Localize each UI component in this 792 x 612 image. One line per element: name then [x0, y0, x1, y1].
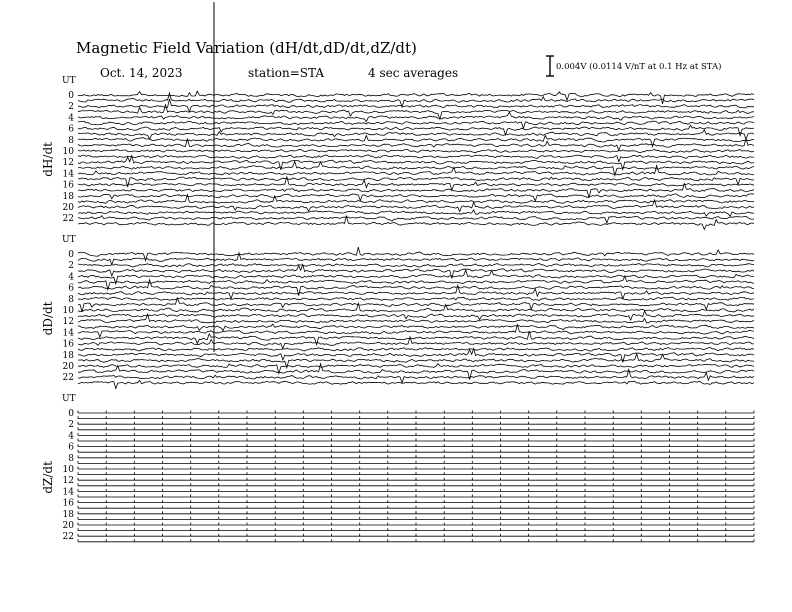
row-label: 8 [68, 135, 74, 146]
trace-row-14 [78, 489, 754, 492]
trace-row-19 [78, 517, 754, 520]
trace-row-5 [78, 439, 754, 442]
trace-row-11 [78, 311, 754, 320]
scale-label: 0.004V (0.0114 V/nT at 0.1 Hz at STA) [556, 62, 722, 72]
ut-label: UT [62, 76, 76, 86]
row-label: 10 [62, 147, 74, 157]
trace-row-3 [78, 427, 754, 430]
trace-row-15 [78, 177, 754, 187]
trace-row-22 [78, 216, 754, 223]
trace-row-7 [78, 450, 754, 453]
row-label: 16 [62, 498, 74, 509]
row-label: 0 [68, 91, 74, 101]
row-label: 8 [68, 294, 74, 305]
row-label: 18 [62, 350, 74, 361]
panel-1 [41, 76, 754, 230]
trace-row-11 [78, 155, 754, 162]
trace-row-6 [78, 444, 754, 447]
row-label: 20 [62, 521, 74, 531]
ut-label: UT [62, 394, 76, 404]
panel-3 [41, 394, 754, 542]
trace-row-18 [78, 349, 754, 363]
row-label: 12 [62, 476, 74, 487]
trace-row-22 [78, 534, 754, 537]
row-label: 12 [62, 317, 74, 328]
trace-row-23 [78, 539, 754, 542]
trace-row-11 [78, 472, 754, 475]
trace-row-20 [78, 523, 754, 526]
panel-2 [41, 235, 754, 389]
row-label: 18 [62, 191, 74, 202]
trace-row-2 [78, 263, 754, 267]
row-label: 2 [68, 102, 74, 113]
row-label: 14 [62, 169, 74, 180]
row-label: 14 [62, 328, 74, 339]
row-label: 10 [62, 465, 74, 475]
row-label: 18 [62, 509, 74, 520]
trace-row-13 [78, 483, 754, 486]
panel-axis-label: dD/dt [41, 301, 55, 336]
row-label: 16 [62, 180, 74, 191]
trace-row-4 [78, 433, 754, 436]
trace-row-18 [78, 194, 754, 201]
trace-row-10 [78, 467, 754, 470]
trace-row-10 [78, 149, 754, 152]
row-label: 14 [62, 487, 74, 498]
trace-row-5 [78, 121, 754, 128]
row-label: 0 [68, 409, 74, 419]
trace-row-21 [78, 210, 754, 216]
trace-row-7 [78, 130, 754, 140]
trace-row-0 [78, 411, 754, 414]
station-label: station=STA [248, 66, 325, 80]
averaging-label: 4 sec averages [368, 66, 459, 80]
row-label: 20 [62, 203, 74, 213]
ut-label: UT [62, 235, 76, 245]
trace-row-18 [78, 511, 754, 514]
row-label: 4 [68, 272, 74, 283]
panel-axis-label: dZ/dt [41, 461, 55, 494]
row-label: 12 [62, 158, 74, 169]
row-label: 16 [62, 339, 74, 350]
trace-row-15 [78, 495, 754, 498]
trace-row-12 [78, 314, 754, 323]
trace-row-16 [78, 500, 754, 503]
trace-row-4 [78, 112, 754, 122]
trace-row-8 [78, 297, 754, 300]
trace-row-1 [78, 253, 754, 265]
trace-row-17 [78, 506, 754, 509]
trace-row-9 [78, 461, 754, 464]
trace-row-13 [78, 324, 754, 330]
trace-row-16 [78, 337, 754, 349]
chart-title: Magnetic Field Variation (dH/dt,dD/dt,dZ/dt) [76, 39, 417, 57]
row-label: 6 [68, 124, 74, 135]
trace-row-12 [78, 478, 754, 481]
panels-group [41, 2, 754, 542]
trace-row-17 [78, 347, 754, 351]
row-label: 0 [68, 250, 74, 260]
row-label: 22 [62, 373, 74, 384]
trace-row-0 [78, 91, 754, 104]
row-label: 20 [62, 362, 74, 372]
trace-row-19 [78, 354, 754, 368]
row-label: 4 [68, 431, 74, 442]
trace-row-10 [78, 303, 754, 312]
row-label: 4 [68, 113, 74, 124]
trace-row-21 [78, 528, 754, 531]
row-label: 6 [68, 442, 74, 453]
row-label: 22 [62, 214, 74, 225]
row-label: 2 [68, 261, 74, 272]
panel-axis-label: dH/dt [41, 142, 55, 177]
row-label: 8 [68, 453, 74, 464]
row-label: 22 [62, 532, 74, 543]
chart-date: Oct. 14, 2023 [100, 66, 183, 80]
trace-row-2 [78, 422, 754, 425]
trace-row-22 [78, 369, 754, 382]
scale-bar [546, 56, 554, 76]
trace-row-8 [78, 455, 754, 458]
trace-row-23 [78, 380, 754, 388]
row-label: 10 [62, 306, 74, 316]
row-label: 6 [68, 283, 74, 294]
trace-row-1 [78, 416, 754, 419]
row-label: 2 [68, 420, 74, 431]
